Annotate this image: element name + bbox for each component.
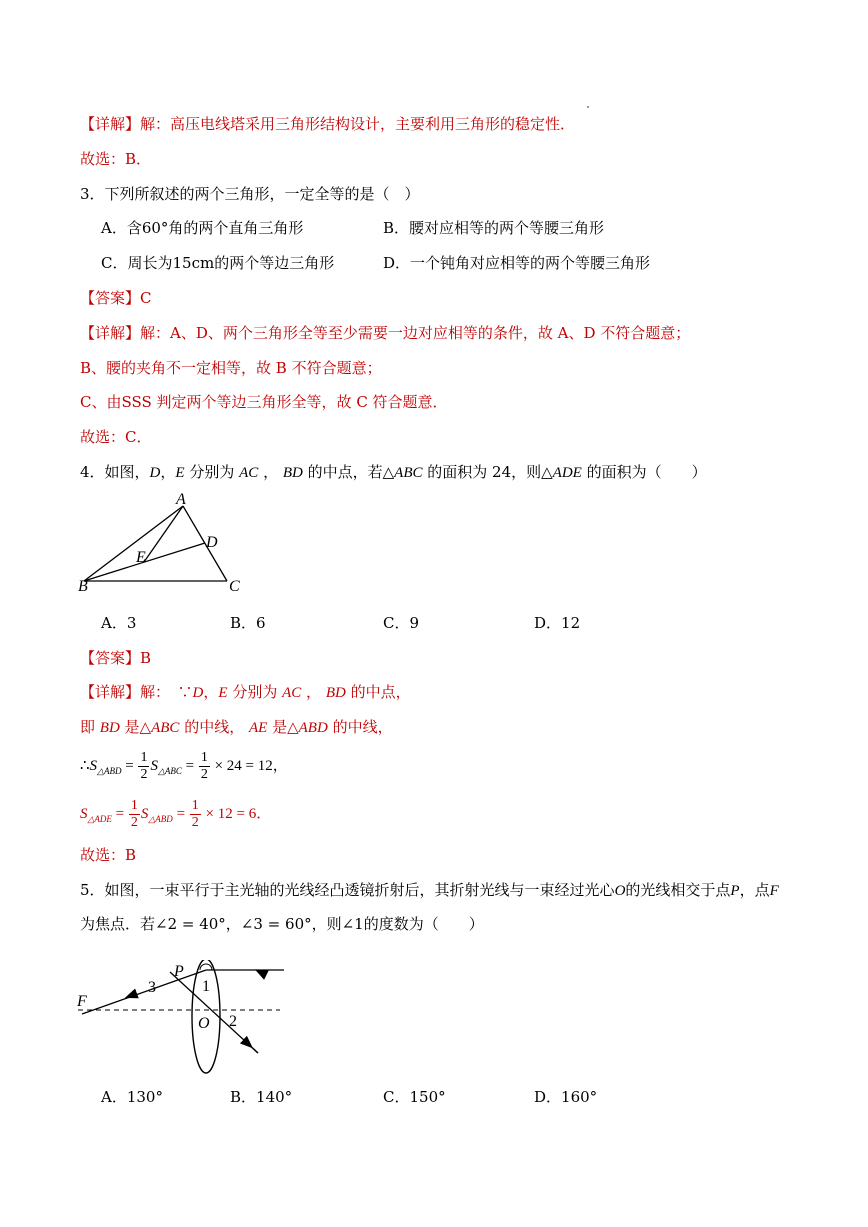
q4-label-a: A: [176, 492, 186, 508]
angle-1-arc: [200, 964, 212, 970]
q4-detail-var: ABC: [151, 720, 180, 736]
area-symbol: S: [140, 806, 149, 822]
q4-detail-part: 是△: [267, 718, 299, 736]
q5-label-p: P: [174, 963, 184, 980]
q2-detail: 【详解】解：高压电线塔采用三角形结构设计，主要利用三角形的稳定性．: [80, 115, 576, 133]
q4-detail-var: BD: [325, 685, 346, 701]
q4-detail-part: 的中点，: [345, 683, 411, 701]
q5-option-b: B．140°: [230, 1088, 293, 1106]
q3-answer: 【答案】C: [80, 289, 152, 307]
q4-detail-part: 的中线，: [327, 718, 393, 736]
q4-stem-var: E: [175, 465, 185, 481]
q4-stem-part: 的面积为 24，则△: [422, 463, 553, 481]
q4-option-a: A．3: [101, 614, 137, 632]
equation-tail: × 24 = 12: [210, 758, 273, 774]
area-symbol: S: [80, 806, 88, 822]
equals-sign: =: [111, 806, 128, 822]
q4-label-c: C: [229, 578, 240, 595]
fraction-half: [129, 798, 140, 831]
q5-stem-var: O: [614, 883, 626, 899]
q4-option-d: D．12: [534, 614, 581, 632]
q5-stem-part: 5．如图，一束平行于主光轴的光线经凸透镜折射后，其折射光线与一束经过光心: [80, 881, 615, 899]
equals-sign: =: [181, 758, 198, 774]
q4-detail-var: BD: [99, 720, 120, 736]
area-subscript: △ABD: [97, 766, 122, 776]
q5-label-o: O: [198, 1015, 210, 1032]
q4-equation-2: [80, 796, 271, 837]
q4-triangle-figure: [70, 492, 260, 602]
q4-option-b: B．6: [230, 614, 266, 632]
equation-end: ．: [256, 806, 272, 822]
q4-label-e: E: [136, 549, 146, 566]
q5-option-c: C．150°: [383, 1088, 446, 1106]
q4-stem-part: ，: [258, 463, 283, 481]
q3-option-d: D．一个钝角对应相等的两个等腰三角形: [383, 254, 651, 272]
q4-stem-part: 4．如图，: [80, 463, 150, 481]
q4-detail-var: AE: [248, 720, 268, 736]
center-ray: [170, 972, 258, 1053]
q4-stem-var: ABC: [394, 465, 423, 481]
q4-equation-1: [80, 748, 288, 789]
area-subscript: △ADE: [87, 814, 112, 824]
q4-detail-part: 分别为: [227, 683, 283, 701]
area-symbol: S: [89, 758, 98, 774]
q4-detail-part: ，: [203, 683, 219, 701]
q4-detail-var: E: [218, 685, 228, 701]
equation-tail: × 12 = 6: [201, 806, 257, 822]
fraction-half: [138, 750, 149, 783]
q3-option-a: A．含60°角的两个直角三角形: [101, 219, 304, 237]
fraction-denominator: 2: [130, 815, 138, 831]
q5-stem-var: P: [730, 883, 740, 899]
fraction-numerator: 1: [130, 798, 138, 814]
refracted-ray: [82, 970, 206, 1014]
area-symbol: S: [150, 758, 158, 774]
fraction-numerator: 1: [140, 750, 148, 766]
q4-stem-var: ADE: [552, 465, 582, 481]
q3-detail-1: 【详解】解：A、D、两个三角形全等至少需要一边对应相等的条件，故 A、D 不符合题意；: [80, 324, 691, 342]
fraction-numerator: 1: [191, 798, 199, 814]
fraction-denominator: 2: [200, 767, 208, 783]
q4-stem-var: AC: [239, 465, 259, 481]
q5-stem-1: [80, 880, 779, 901]
q3-option-c: C．周长为15cm的两个等边三角形: [101, 254, 335, 272]
q4-stem-part: 的面积为（ ）: [581, 463, 707, 481]
fraction-denominator: 2: [191, 815, 199, 831]
q2-choice: 故选：B．: [80, 150, 152, 168]
q3-detail-2: B、腰的夹角不一定相等，故 B 不符合题意；: [80, 359, 382, 377]
fraction-half: [199, 750, 210, 783]
q4-detail-2: [80, 717, 393, 738]
equals-sign: =: [121, 758, 138, 774]
equals-sign: =: [172, 806, 189, 822]
q4-answer: 【答案】B: [80, 649, 152, 667]
q3-stem: 3．下列所叙述的两个三角形，一定全等的是（ ）: [80, 185, 420, 203]
q5-option-a: A．130°: [101, 1088, 163, 1106]
center-arrow: [252, 1048, 258, 1054]
q3-choice: 故选：C．: [80, 428, 152, 446]
q4-detail-part: 的中线，: [179, 718, 249, 736]
q4-stem-var: D: [149, 465, 161, 481]
q4-stem-part: 分别为: [184, 463, 240, 481]
q5-option-d: D．160°: [534, 1088, 598, 1106]
therefore-symbol: ∴: [80, 758, 90, 774]
q3-option-b: B．腰对应相等的两个等腰三角形: [383, 219, 605, 237]
fraction-half: [190, 798, 201, 831]
q4-detail-var: AC: [282, 685, 302, 701]
fraction-denominator: 2: [140, 767, 148, 783]
q5-stem-2: 为焦点．若∠2 = 40°，∠3 = 60°，则∠1的度数为（ ）: [80, 915, 484, 933]
q4-label-b: B: [78, 578, 88, 595]
q4-label-d: D: [206, 534, 218, 551]
q5-label-2: 2: [229, 1013, 237, 1030]
q5-stem-part: 的光线相交于点: [625, 881, 731, 899]
q5-label-f: F: [77, 993, 87, 1010]
q4-stem: [80, 462, 707, 483]
area-subscript: △ABC: [157, 766, 182, 776]
q5-lens-figure: [74, 960, 294, 1080]
area-subscript: △ABD: [148, 814, 173, 824]
scan-dot: [587, 106, 589, 108]
q4-detail-part: 是△: [119, 718, 152, 736]
q3-detail-3: C、由SSS 判定两个等边三角形全等，故 C 符合题意．: [80, 393, 448, 411]
equation-end: ，: [272, 758, 288, 774]
q4-detail-part: ，: [301, 683, 326, 701]
q4-detail-part: 【详解】解： ∵: [80, 683, 193, 701]
q4-detail-var: ABD: [298, 720, 328, 736]
q4-detail-part: 即: [80, 718, 100, 736]
q5-label-1: 1: [202, 978, 210, 995]
q5-label-3: 3: [148, 979, 156, 996]
q4-stem-part: ，: [160, 463, 176, 481]
q4-choice: 故选：B: [80, 846, 137, 864]
q4-option-c: C．9: [383, 614, 420, 632]
q4-detail-1: [80, 682, 411, 703]
q5-stem-part: ，点: [739, 881, 770, 899]
fraction-numerator: 1: [200, 750, 208, 766]
q5-stem-var: F: [769, 883, 779, 899]
q4-detail-var: D: [192, 685, 204, 701]
q4-stem-part: 的中点，若△: [302, 463, 395, 481]
q4-stem-var: BD: [282, 465, 303, 481]
